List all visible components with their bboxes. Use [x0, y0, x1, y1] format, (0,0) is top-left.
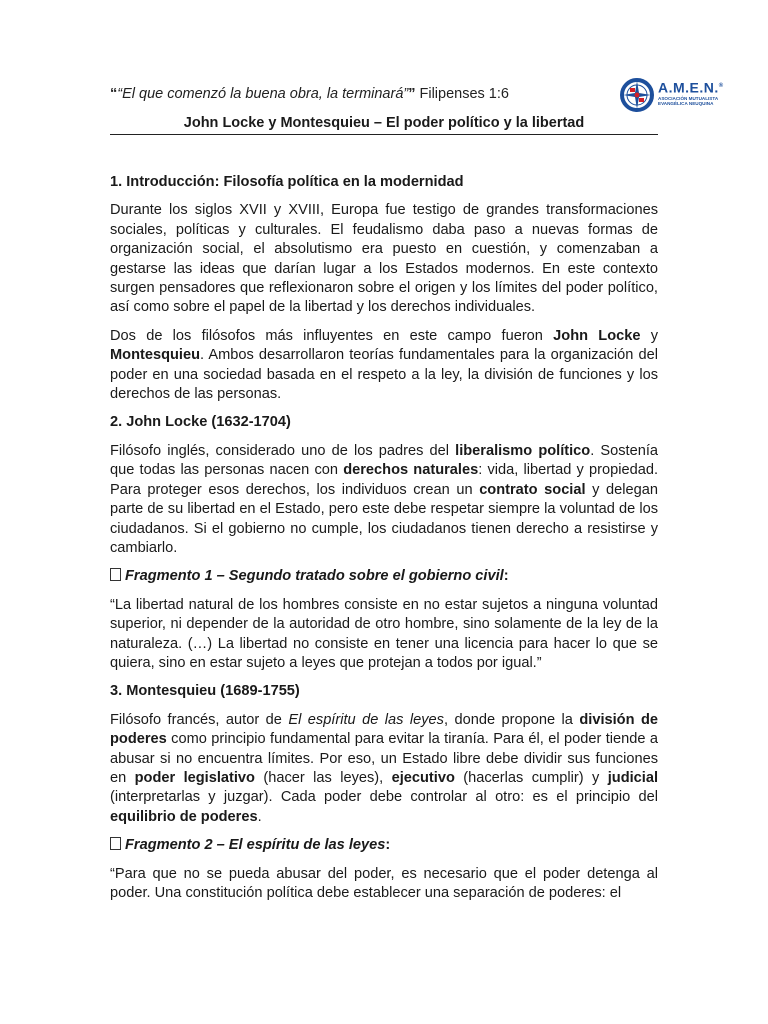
logo-name: A.M.E.N. — [658, 79, 719, 96]
logo-registered: ® — [718, 83, 724, 89]
section-2-heading: 2. John Locke (1632-1704) — [110, 414, 291, 431]
quote-close-mark: ” — [408, 86, 416, 102]
section-2-paragraph-1: Filósofo inglés, considerado uno de los padres del liberalismo político. Sostenía que todas las personas nacen con derechos naturales: vida, libertad y propiedad. Para proteger esos derechos, los individuos crean un contrato social y delegan parte de su libertad en el Estado, pero este debe respetar siempre la voluntad de los ciudadanos. Si el gobierno no cumple, los ciudadanos tienen derecho a resistirse y cambiarlo. — [110, 442, 658, 556]
compass-emblem-icon — [620, 78, 654, 112]
amen-logo — [620, 78, 730, 112]
missing-glyph-icon — [110, 837, 121, 850]
quote-open-mark: “ — [110, 86, 118, 102]
fragment-1-title: Fragmento 1 – Segundo tratado sobre el gobierno civil: — [110, 567, 658, 586]
section-1-paragraph-1: Durante los siglos XVII y XVIII, Europa fue testigo de grandes transformaciones sociales, políticas y culturales. El feudalismo daba paso a nuevas formas de organización social, el absolutismo era puesto en cuestión, y comenzaban a gestarse las ideas que darían lugar a los Estados modernos. En este contexto surgen pensadores que reflexionaron sobre el origen y los límites del poder político, así como sobre el papel de la libertad y los derechos individuales. — [110, 202, 658, 316]
header-quote — [110, 86, 509, 102]
document-body — [110, 173, 658, 912]
fragment-2-quote: “Para que no se pueda abusar del poder, es necesario que el poder detenga al poder. Una constitución política debe establecer una separación de poderes: el — [110, 865, 658, 901]
section-3-heading: 3. Montesquieu (1689-1755) — [110, 683, 300, 700]
name-montesquieu: Montesquieu — [110, 347, 200, 364]
fragment-1-quote: “La libertad natural de los hombres consiste en no estar sujetos a ninguna voluntad superior, ni depender de la autoridad de otro hombre, sino solamente de la ley de la naturaleza. (…) La libertad no consiste en tener una licencia para hacer lo que se quiera, sino en estar sujeto a leyes que protejan a todos por igual.” — [110, 596, 658, 671]
quote-text: “El que comenzó la buena obra, la terminará” — [117, 86, 409, 102]
name-john-locke: John Locke — [553, 327, 641, 344]
fragment-2-title: Fragmento 2 – El espíritu de las leyes: — [110, 836, 658, 855]
section-3-paragraph-1: Filósofo francés, autor de El espíritu de las leyes, donde propone la división de poderes como principio fundamental para evitar la tiranía. Para él, el poder tiende a abusar si no encuentra límites. Por eso, un Estado libre debe dividir sus funciones en poder legislativo (hacer las leyes), ejecutivo (hacerlas cumplir) y judicial (interpretarlas y juzgar). Cada poder debe controlar al otro: es el principio del equilibrio de poderes. — [110, 711, 658, 825]
logo-subtitle-1: ASOCIACIÓN MUTUALISTA — [658, 95, 719, 101]
missing-glyph-icon — [110, 568, 121, 581]
logo-subtitle-2: EVANGÉLICA NEUQUINA — [658, 101, 714, 107]
section-1-heading: 1. Introducción: Filosofía política en la modernidad — [110, 174, 464, 190]
section-1-paragraph-2: Dos de los filósofos más influyentes en este campo fueron John Locke y Montesquieu. Ambos desarrollaron teorías fundamentales para la organización del poder en una sociedad basada en el respeto a la ley, la división de funciones y los derechos de las personas. — [110, 327, 659, 403]
bible-reference: Filipenses 1:6 — [415, 86, 509, 102]
document-title: John Locke y Montesquieu – El poder político y la libertad — [110, 115, 658, 135]
